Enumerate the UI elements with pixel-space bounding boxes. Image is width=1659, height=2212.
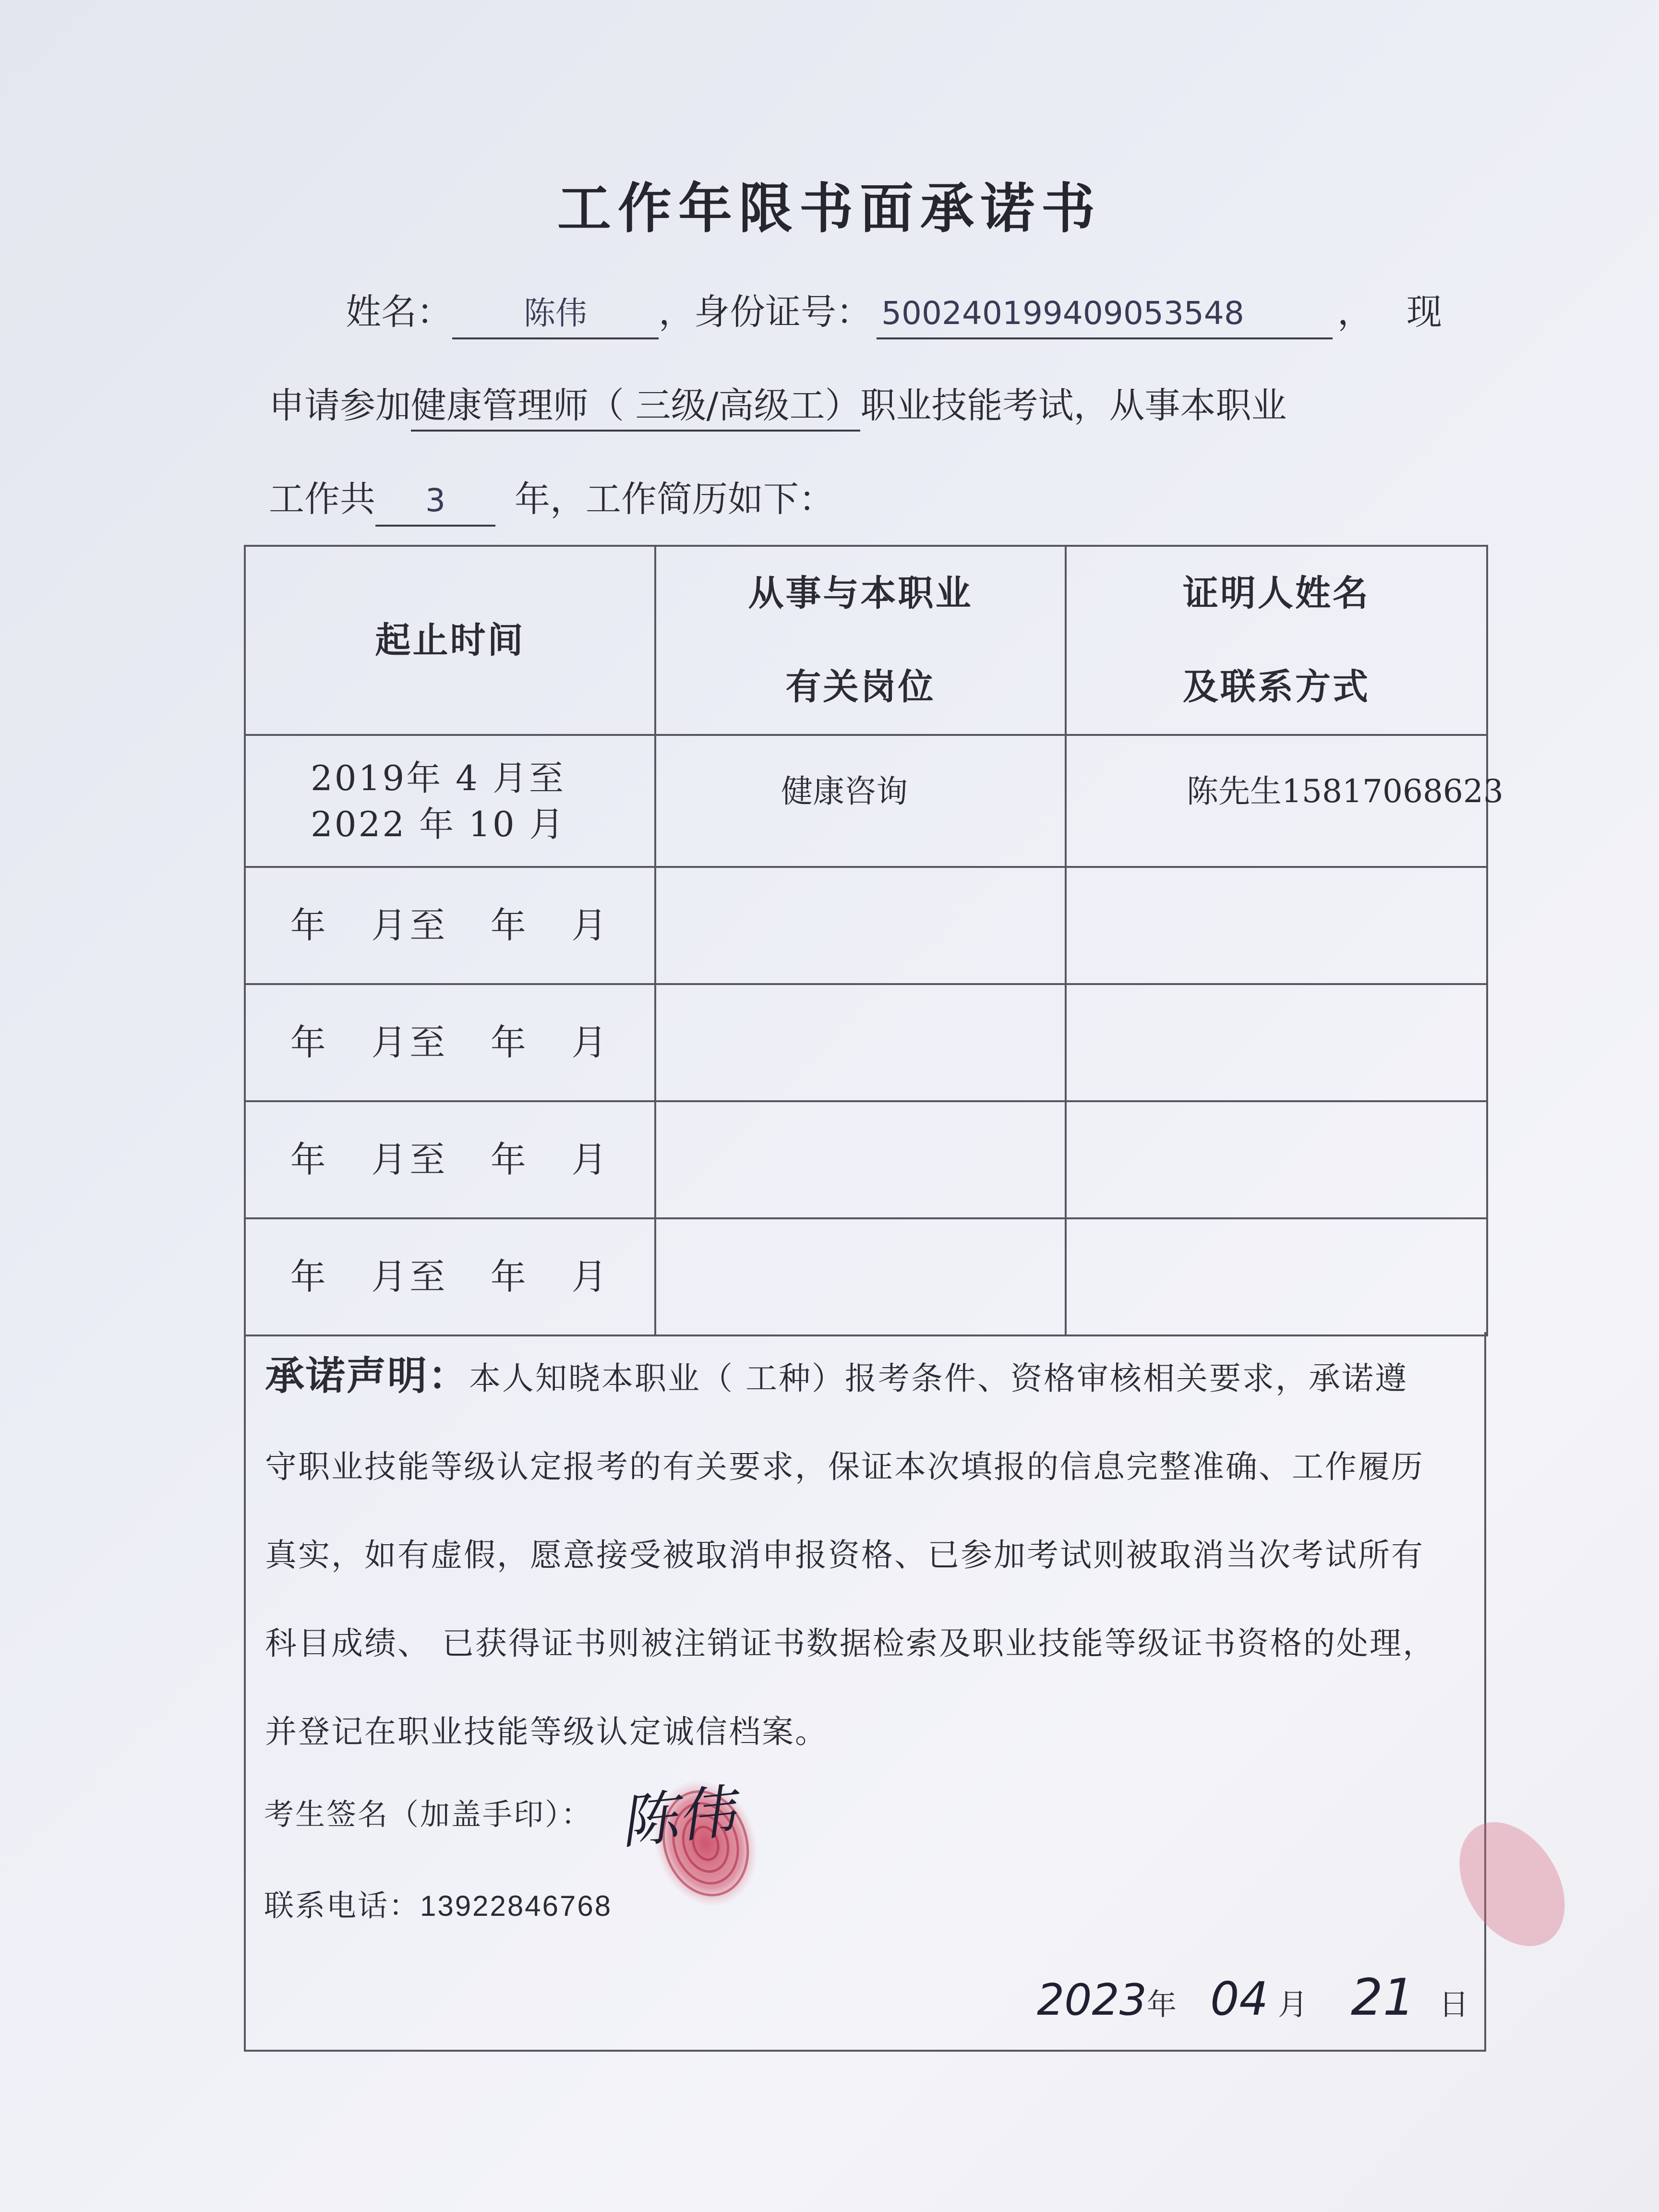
period-cell[interactable] bbox=[245, 735, 655, 867]
position-text: 健康咨询 bbox=[781, 773, 908, 810]
intro-line-1 bbox=[346, 288, 1442, 339]
header-position-line1: 从事与本职业 bbox=[748, 573, 973, 614]
date-year: 2023 bbox=[1037, 1975, 1147, 2025]
header-witness bbox=[1066, 546, 1487, 735]
years-prefix: 工作共 bbox=[269, 479, 375, 520]
smudge-mark bbox=[1440, 1805, 1584, 1963]
phone-value[interactable]: 13922846768 bbox=[420, 1890, 613, 1922]
years-field[interactable]: 3 bbox=[375, 477, 495, 527]
date-day-unit: 日 bbox=[1439, 1987, 1469, 2022]
period-cell[interactable]: 年 月至 年 月 bbox=[245, 1218, 655, 1335]
handwritten-signature: 陈伟 bbox=[616, 1778, 738, 1857]
id-number-field[interactable]: 500240199409053548 bbox=[877, 289, 1333, 339]
witness-cell[interactable] bbox=[1066, 1218, 1487, 1335]
id-label: 身份证号： bbox=[694, 291, 872, 333]
table-row bbox=[245, 1218, 1487, 1335]
position-cell[interactable] bbox=[655, 1218, 1066, 1335]
phone-line bbox=[264, 1882, 612, 1924]
period-cell[interactable]: 年 月至 年 月 bbox=[245, 1101, 655, 1218]
work-history-table bbox=[244, 545, 1503, 1336]
witness-cell[interactable] bbox=[1066, 867, 1487, 984]
position-cell[interactable] bbox=[655, 735, 1066, 867]
header-period-label: 起止时间 bbox=[375, 619, 525, 661]
header-period bbox=[245, 546, 655, 735]
declaration-line-4: 科目成绩、 已获得证书则被注销证书数据检索及职业技能等级证书资格的处理， bbox=[265, 1625, 1436, 1662]
comma: ， bbox=[659, 291, 694, 333]
occupation-field[interactable]: 健康管理师（ 三级/高级工） bbox=[411, 382, 860, 432]
header-position bbox=[655, 546, 1066, 735]
witness-cell[interactable] bbox=[1066, 984, 1487, 1101]
position-cell[interactable] bbox=[655, 984, 1066, 1101]
date-month-unit: 月 bbox=[1277, 1987, 1308, 2022]
table-header-row bbox=[245, 546, 1487, 735]
period-line-2: 2022 年 10 月 bbox=[311, 804, 566, 844]
position-cell[interactable] bbox=[655, 867, 1066, 984]
declaration-text: 本人知晓本职业（ 工种）报考条件、资格审核相关要求，承诺遵 bbox=[469, 1360, 1408, 1397]
witness-cell[interactable] bbox=[1066, 735, 1503, 867]
header-position-line2: 有关岗位 bbox=[785, 666, 936, 708]
period-cell[interactable]: 年 月至 年 月 bbox=[245, 867, 655, 984]
declaration-lead: 承诺声明： bbox=[265, 1353, 469, 1399]
period-cell[interactable]: 年 月至 年 月 bbox=[245, 984, 655, 1101]
declaration-line-1 bbox=[265, 1332, 1484, 1423]
date-year-unit: 年 bbox=[1147, 1987, 1177, 2022]
header-witness-line1: 证明人姓名 bbox=[1183, 573, 1370, 614]
period-line-1: 2019年 4 月至 bbox=[311, 757, 565, 798]
table-row bbox=[245, 867, 1487, 984]
phone-label: 联系电话： bbox=[264, 1888, 421, 1923]
declaration-line-3: 真实，如有虚假，愿意接受被取消申报资格、已参加考试则被取消当次考试所有 bbox=[265, 1537, 1424, 1574]
declaration-box bbox=[244, 1332, 1486, 2052]
apply-suffix: 职业技能考试，从事本职业 bbox=[860, 385, 1287, 426]
declaration-line-2: 守职业技能等级认定报考的有关要求，保证本次填报的信息完整准确、工作履历 bbox=[265, 1448, 1424, 1485]
witness-cell[interactable] bbox=[1066, 1101, 1487, 1218]
years-suffix: 年，工作简历如下： bbox=[515, 479, 834, 520]
date-month: 04 bbox=[1210, 1973, 1268, 2026]
witness-text: 陈先生15817068623 bbox=[1187, 773, 1503, 810]
table-row bbox=[245, 984, 1487, 1101]
name-label: 姓名： bbox=[346, 291, 452, 333]
intro-line-3 bbox=[269, 475, 834, 527]
apply-prefix: 申请参加 bbox=[269, 385, 411, 426]
intro-tail-text: 现 bbox=[1407, 291, 1442, 333]
date-day: 21 bbox=[1350, 1968, 1415, 2027]
name-field[interactable]: 陈伟 bbox=[452, 289, 659, 339]
header-witness-line2: 及联系方式 bbox=[1183, 666, 1370, 708]
document-title: 工作年限书面承诺书 bbox=[557, 178, 1102, 240]
table-row bbox=[245, 735, 1487, 867]
declaration-line-5: 并登记在职业技能等级认定诚信档案。 bbox=[265, 1713, 828, 1750]
position-cell[interactable] bbox=[655, 1101, 1066, 1218]
table-row bbox=[245, 1101, 1487, 1218]
intro-line-2 bbox=[269, 382, 1286, 432]
date-line bbox=[1037, 1968, 1469, 2027]
comma: ， bbox=[1337, 291, 1373, 333]
signature-label: 考生签名（加盖手印）： bbox=[264, 1797, 593, 1832]
